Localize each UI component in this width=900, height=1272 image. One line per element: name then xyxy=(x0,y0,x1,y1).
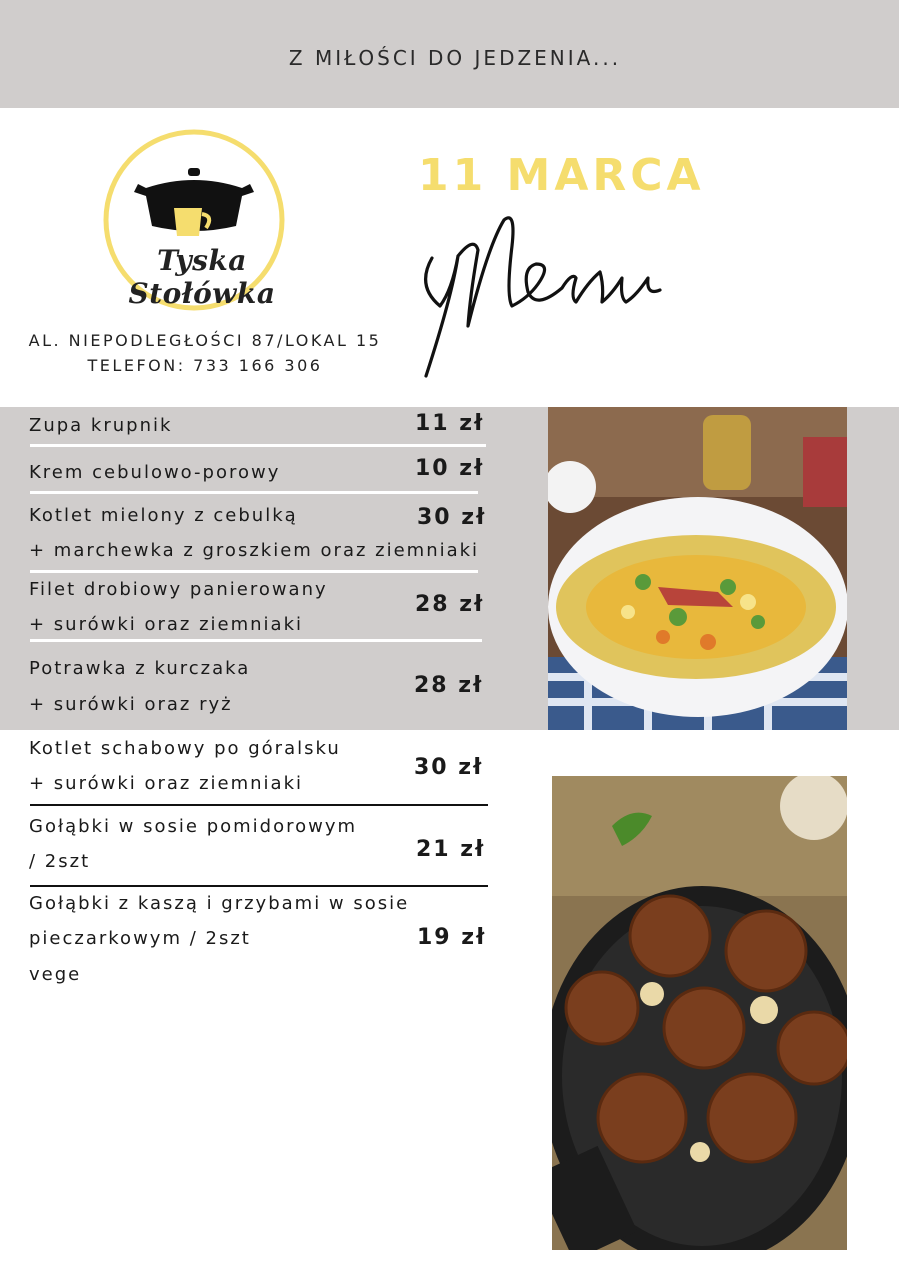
dish-side: / 2szt xyxy=(29,851,91,872)
dish-price: 30 zł xyxy=(417,505,487,530)
address-line: AL. NIEPODLEGŁOŚCI 87/LOKAL 15 xyxy=(28,331,382,350)
row-divider xyxy=(30,885,488,887)
dish-side: + surówki oraz ziemniaki xyxy=(29,773,304,794)
row-divider xyxy=(30,639,482,642)
dish-name: Gołąbki w sosie pomidorowym xyxy=(29,816,358,837)
row-divider xyxy=(30,804,488,806)
dish-name: Gołąbki z kaszą i grzybami w sosie xyxy=(29,893,410,914)
soup-photo xyxy=(548,407,847,730)
dish-name: Zupa krupnik xyxy=(29,415,173,436)
dish-side: + marchewka z groszkiem oraz ziemniaki xyxy=(29,540,480,561)
row-divider xyxy=(30,444,486,447)
menu-script-title xyxy=(412,206,674,378)
tagline: Z MIŁOŚCI DO JEDZENIA... xyxy=(288,46,622,70)
dish-price: 28 zł xyxy=(414,673,484,698)
menu-date: 11 MARCA xyxy=(418,150,705,201)
dish-price: 21 zł xyxy=(416,837,486,862)
row-divider xyxy=(30,491,478,494)
dish-name: Kotlet mielony z cebulką xyxy=(29,505,298,526)
dish-price: 10 zł xyxy=(415,456,485,481)
dish-side: pieczarkowym / 2szt xyxy=(29,928,251,949)
dish-side: + surówki oraz ziemniaki xyxy=(29,614,304,635)
phone-line: TELEFON: 733 166 306 xyxy=(87,356,323,375)
meatballs-photo xyxy=(552,776,847,1250)
dish-name: Filet drobiowy panierowany xyxy=(29,579,328,600)
dish-tag-vege: vege xyxy=(29,964,82,985)
dish-price: 30 zł xyxy=(414,755,484,780)
row-divider xyxy=(30,570,478,573)
dish-name: Krem cebulowo-porowy xyxy=(29,462,281,483)
dish-price: 28 zł xyxy=(415,592,485,617)
dish-name: Potrawka z kurczaka xyxy=(29,658,251,679)
dish-name: Kotlet schabowy po góralsku xyxy=(29,738,341,759)
dish-side: + surówki oraz ryż xyxy=(29,694,233,715)
dish-price: 11 zł xyxy=(415,411,485,436)
dish-price: 19 zł xyxy=(417,925,487,950)
brand-name: Tyska Stołówka xyxy=(128,244,276,310)
